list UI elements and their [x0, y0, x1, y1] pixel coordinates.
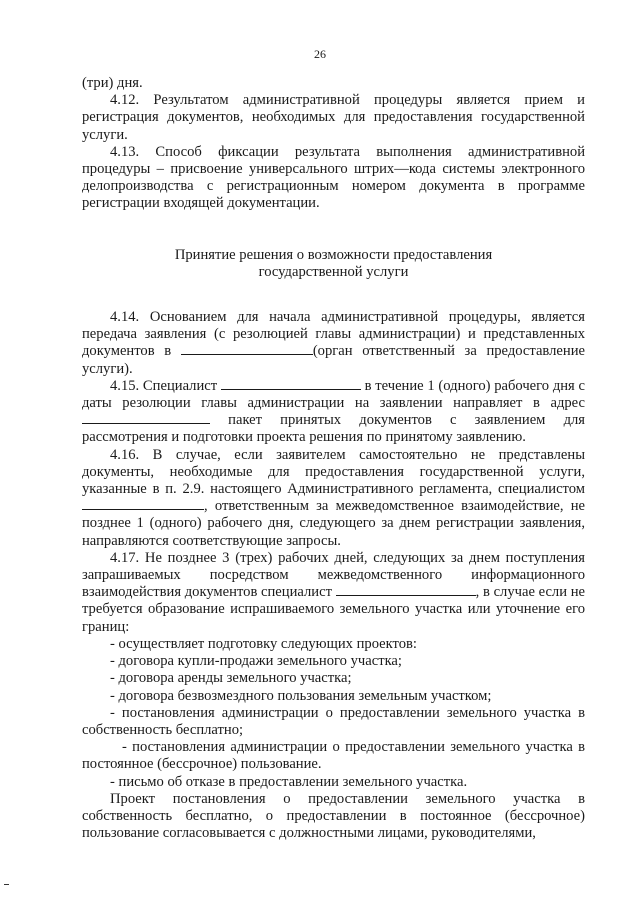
paragraph-4-17	[82, 550, 585, 636]
paragraph-4-15	[82, 378, 585, 447]
list-item: - письмо об отказе в предоставлении земельного участка.	[110, 773, 468, 790]
list-item: - постановления администрации о предоставлении земельного участка в постоянное (бессрочное) пользование.	[82, 739, 585, 773]
scan-mark	[4, 884, 9, 885]
blank-field	[181, 343, 313, 355]
list-item: - постановления администрации о предоставлении земельного участка в собственность бесплатно;	[82, 704, 585, 738]
blank-field	[221, 378, 361, 390]
paragraph-4-15-text-c: пакет принятых документов с заявлением для рассмотрения и подготовки проекта решения по принятому заявлению.	[82, 412, 585, 446]
paragraph-4-16	[82, 447, 585, 550]
paragraph-4-14-text-b: (орган ответственный за предоставление услуги).	[82, 343, 585, 377]
paragraph-4-16-text-a: 4.16. В случае, если заявителем самостоятельно не представлены документы, необходимые для предоставления государственной услуги, указанные в п. 2.9. настоящего Административного регламента, специалистом	[82, 446, 585, 498]
paragraph-4-12: 4.12. Результатом административной процедуры является прием и регистрация документов, необходимых для предоставления государственной услуги.	[82, 92, 585, 143]
paragraph-4-15-text-a: 4.15. Специалист	[110, 377, 221, 394]
list-item: - осуществляет подготовку следующих проектов:	[110, 635, 417, 652]
paragraph-4-14	[82, 309, 585, 378]
list-item: - договора аренды земельного участка;	[110, 670, 352, 687]
heading-line-2: государственной услуги	[258, 263, 409, 280]
paragraph-4-16-text-b: , ответственным за межведомственное взаимодействие, не позднее 1 (одного) рабочего дня, следующего за днем регистрации заявления, направляются соответствующие запросы.	[82, 498, 585, 549]
paragraph-4-14-text-a: 4.14. Основанием для начала административной процедуры, является передача заявления (с резолюцией главы администрации) и представленных документов в	[82, 309, 585, 360]
blank-field	[336, 584, 476, 596]
blank-field	[82, 498, 204, 510]
heading-line-1: Принятие решения о возможности предоставления	[174, 246, 493, 263]
paragraph-4-17-text-a: 4.17. Не позднее 3 (трех) рабочих дней, следующих за днем поступления запрашиваемых посредством межведомственного информационного взаимодействия документов специалист	[82, 549, 585, 601]
paragraph-4-15-text-b: в течение 1 (одного) рабочего дня с даты резолюции главы администрации на заявлении направляет в адрес	[82, 377, 585, 412]
page-number: 26	[314, 47, 326, 61]
paragraph-4-17-text-b: , в случае если не требуется образование испрашиваемого земельного участка или уточнение его границ:	[82, 584, 585, 635]
blank-field	[82, 412, 210, 424]
section-heading	[82, 247, 585, 281]
list-item: - договора купли-продажи земельного участка;	[110, 653, 402, 670]
paragraph-continuation: (три) дня.	[82, 75, 143, 91]
document-body	[82, 75, 585, 842]
paragraph-4-13: 4.13. Способ фиксации результата выполнения административной процедуры – присвоение универсального штрих—кода системы электронного делопроизводства с регистрационным номером документа в программе регистрации входящей документации.	[82, 143, 585, 212]
list-item: - договора безвозмездного пользования земельным участком;	[110, 687, 492, 704]
paragraph-final: Проект постановления о предоставлении земельного участка в собственность бесплатно, о предоставлении в постоянное (бессрочное) пользование согласовывается с должностными лицами, руководителями,	[82, 790, 585, 842]
